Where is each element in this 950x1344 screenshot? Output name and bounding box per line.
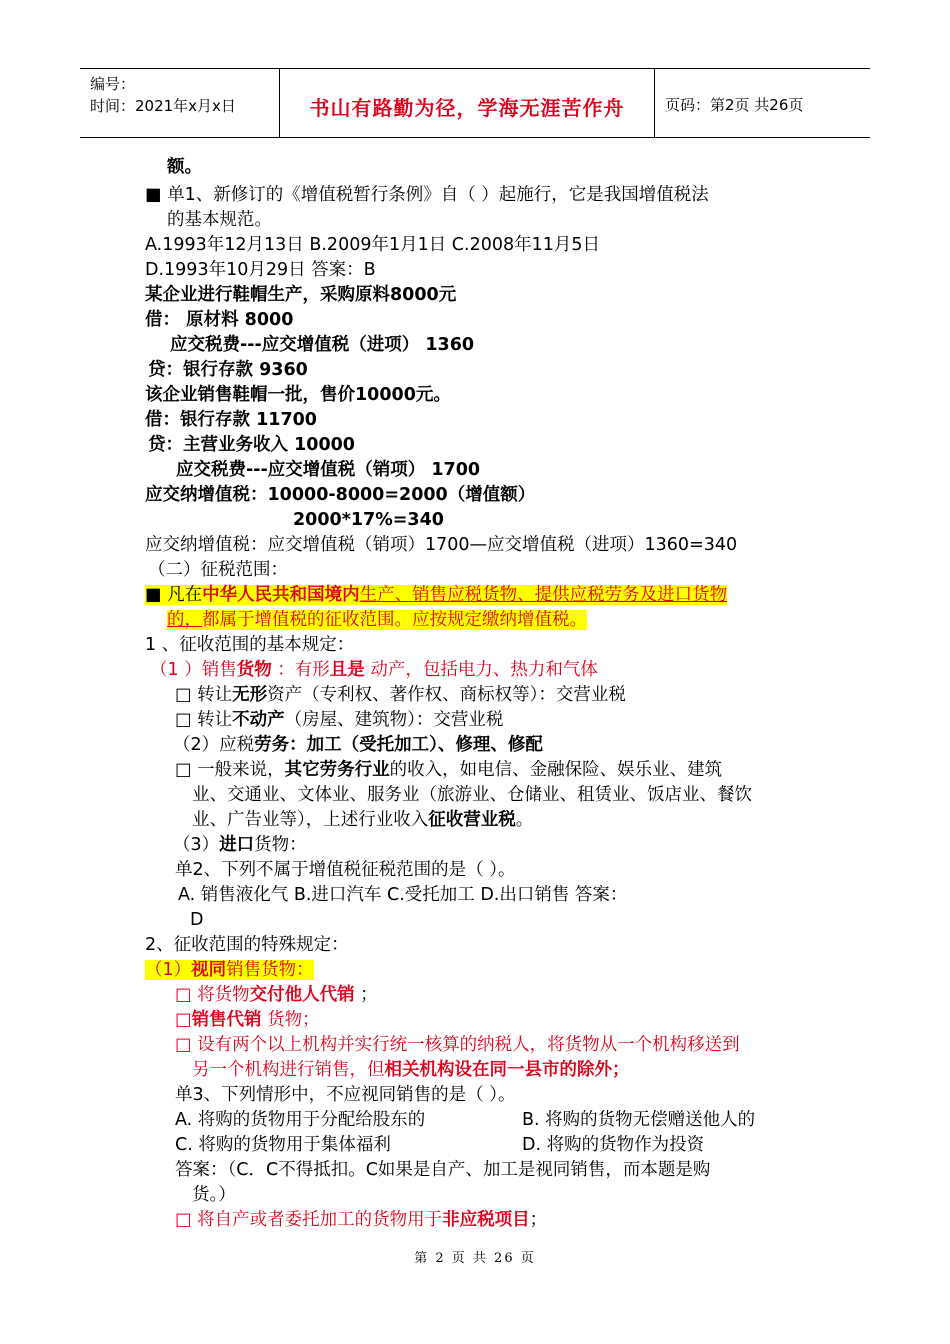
header-page-info: 页码：第2页 共26页 bbox=[665, 95, 804, 114]
text-run: 货物： bbox=[254, 835, 307, 855]
header-meta bbox=[80, 69, 280, 137]
entry-line: 借： 原材料 8000 bbox=[145, 310, 294, 330]
text-run: 征收营业税 bbox=[428, 810, 516, 830]
question-1-options: A.1993年12月13日 B.2009年1月1日 C.2008年11月5日 bbox=[145, 235, 601, 255]
calc-line: 应交纳增值税：10000-8000=2000（增值额） bbox=[145, 485, 536, 505]
text-run: ； bbox=[354, 985, 378, 1005]
example-line: 该企业销售鞋帽一批，售价10000元。 bbox=[145, 385, 451, 405]
text-run: 生产、销售应税货物、提供应税劳务及进口货物 bbox=[359, 585, 728, 605]
question-3-option-c: C. 将购的货物用于集体福利 bbox=[175, 1135, 391, 1155]
question-3-answer: 答案：（C．C不得抵扣。C如果是自产、加工是视同销售，而本题是购 bbox=[175, 1160, 711, 1180]
text-run: （2）应税 bbox=[173, 735, 255, 755]
body-line bbox=[175, 1208, 547, 1232]
page-footer: 第 2 页 共 26 页 bbox=[414, 1251, 536, 1266]
question-2-options: A. 销售液化气 B.进口汽车 C.受托加工 D.出口销售 答案： bbox=[178, 885, 628, 905]
text-run: □ 将货物 bbox=[175, 985, 250, 1005]
text-run: 货物 bbox=[236, 660, 272, 680]
body-line: 额。 bbox=[167, 157, 202, 177]
body-line bbox=[173, 733, 543, 757]
text-run: □ 设有两个以上机构并实行统一核算的纳税人，将货物从一个机构移送到 bbox=[175, 1035, 740, 1055]
text-run: 劳务：加工（受托加工）、修理、修配 bbox=[254, 735, 543, 755]
calc-line: 2000*17%=340 bbox=[293, 510, 444, 530]
header-date-label: 时间：2021年x月x日 bbox=[90, 97, 236, 115]
body-line bbox=[175, 683, 626, 707]
calc-line: 应交纳增值税：应交增值税（销项）1700—应交增值税（进项）1360=340 bbox=[145, 535, 738, 555]
section-heading: （二）征税范围： bbox=[148, 560, 288, 580]
body-line bbox=[175, 1008, 320, 1032]
example-line: 某企业进行鞋帽生产，采购原料8000元 bbox=[145, 285, 457, 305]
question-3-option-d: D. 将购的货物作为投资 bbox=[522, 1135, 705, 1155]
text-run: 交付他人代销 bbox=[249, 985, 355, 1005]
text-run: 销售代销 bbox=[191, 1010, 262, 1030]
question-2-answer: D bbox=[190, 910, 204, 930]
text-run: 中华人民共和国境内 bbox=[202, 585, 360, 605]
question-2: 单2、下列不属于增值税征税范围的是（ ）。 bbox=[175, 860, 516, 880]
text-run: 进口 bbox=[219, 835, 255, 855]
entry-line: 应交税费---应交增值税（销项） 1700 bbox=[176, 460, 481, 480]
highlight-line bbox=[167, 608, 587, 632]
text-run: （3） bbox=[173, 835, 220, 855]
body-line: 2、征收范围的特殊规定： bbox=[145, 935, 349, 955]
question-3-option-b: B. 将购的货物无偿赠送他人的 bbox=[522, 1110, 756, 1130]
text-run: 的， bbox=[167, 610, 202, 630]
text-run: 视同 bbox=[191, 960, 227, 980]
highlight-line bbox=[145, 583, 727, 607]
question-1-answer: D.1993年10月29日 答案：B bbox=[145, 260, 376, 280]
entry-line: 贷：银行存款 9360 bbox=[148, 360, 308, 380]
text-run: 都属于增值税的征收范围。应按规定缴纳增值税。 bbox=[202, 610, 587, 630]
text-run: 动产，包括电力、热力和气体 bbox=[364, 660, 598, 680]
text-run: 销售货物： bbox=[226, 960, 314, 980]
text-run: 其它劳务行业 bbox=[284, 760, 390, 780]
text-run: （房屋、建筑物）：交营业税 bbox=[284, 710, 504, 730]
body-line bbox=[175, 708, 503, 732]
question-3-answer-cont: 货。） bbox=[192, 1185, 236, 1205]
text-run: ：有形 bbox=[271, 660, 330, 680]
text-run: 的收入，如电信、金融保险、娱乐业、建筑 bbox=[389, 760, 723, 780]
text-run: □ bbox=[175, 1010, 192, 1030]
body-line: 业、交通业、文体业、服务业（旅游业、仓储业、租赁业、饭店业、餐饮 bbox=[192, 785, 752, 805]
body-line: 的基本规范。 bbox=[167, 210, 272, 230]
entry-line: 应交税费---应交增值税（进项） 1360 bbox=[170, 335, 475, 355]
text-run: 且是 bbox=[329, 660, 365, 680]
text-run: ； bbox=[529, 1210, 548, 1230]
body-line bbox=[192, 1058, 630, 1082]
body-line bbox=[175, 983, 378, 1007]
text-run: 资产（专利权、著作权、商标权等）：交营业税 bbox=[267, 685, 626, 705]
text-run: 相关机构设在同一县市的除外； bbox=[384, 1060, 630, 1080]
text-run: □ 转让 bbox=[175, 685, 233, 705]
body-line bbox=[150, 658, 598, 682]
body-line: 1 、征收范围的基本规定： bbox=[145, 635, 355, 655]
header-code-label: 编号： bbox=[90, 75, 136, 93]
highlight-line bbox=[145, 958, 314, 982]
question-3: 单3、下列情形中，不应视同销售的是（ ）。 bbox=[175, 1085, 516, 1105]
text-run: 不动产 bbox=[232, 710, 285, 730]
text-run: （1 ）销售 bbox=[150, 660, 237, 680]
question-3-option-a: A. 将购的货物用于分配给股东的 bbox=[175, 1110, 426, 1130]
text-run: □ 转让 bbox=[175, 710, 233, 730]
text-run: 非应税项目 bbox=[442, 1210, 530, 1230]
entry-line: 借：银行存款 11700 bbox=[145, 410, 317, 430]
body-line bbox=[175, 758, 722, 782]
page-header bbox=[80, 68, 870, 138]
text-run: 另一个机构进行销售，但 bbox=[192, 1060, 385, 1080]
text-run: ■ 凡在 bbox=[145, 585, 203, 605]
text-run: 。 bbox=[515, 810, 534, 830]
body-line bbox=[175, 1033, 740, 1057]
entry-line: 贷：主营业务收入 10000 bbox=[148, 435, 355, 455]
body-line bbox=[173, 833, 307, 857]
text-run: 货物； bbox=[261, 1010, 320, 1030]
question-1: ■ 单1、新修订的《增值税暂行条例》自（ ）起施行，它是我国增值税法 bbox=[145, 185, 709, 205]
text-run: □ 一般来说， bbox=[175, 760, 285, 780]
text-run: （1） bbox=[145, 960, 192, 980]
text-run: 业、广告业等），上述行业收入 bbox=[192, 810, 429, 830]
header-motto: 书山有路勤为径，学海无涯苦作舟 bbox=[280, 69, 655, 137]
body-line bbox=[192, 808, 533, 832]
text-run: □ 将自产或者委托加工的货物用于 bbox=[175, 1210, 443, 1230]
text-run: 无形 bbox=[232, 685, 268, 705]
